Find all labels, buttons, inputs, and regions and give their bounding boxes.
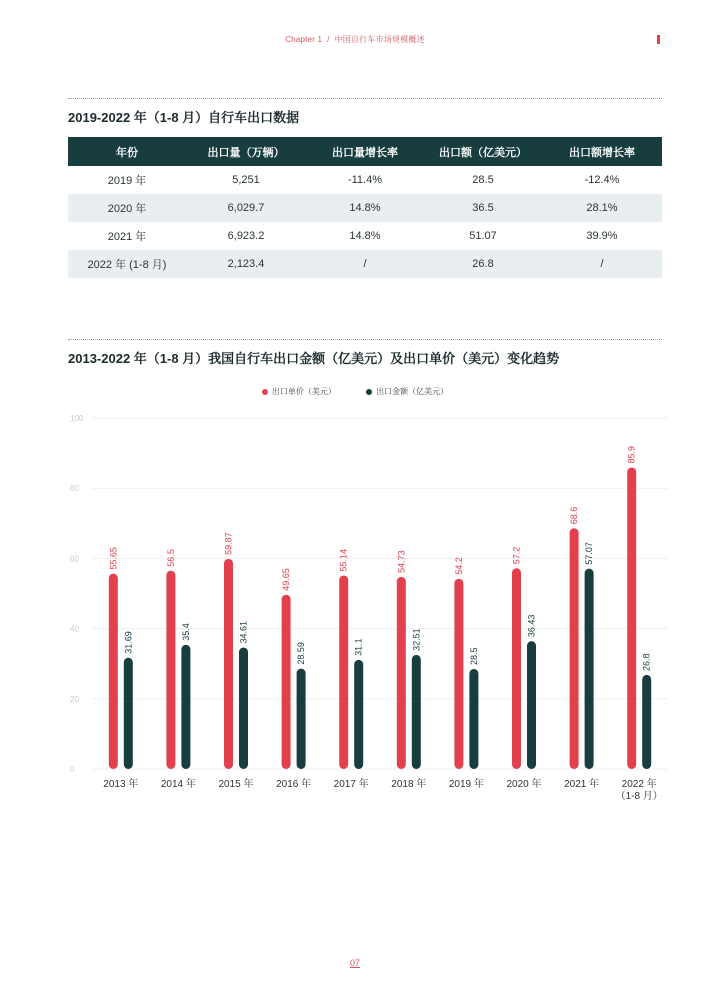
y-tick-label: 20 <box>70 694 79 704</box>
export-value-bar <box>527 641 536 769</box>
data-label: 85.9 <box>626 445 637 464</box>
data-label: 55.14 <box>338 548 349 572</box>
table-cell: -11.4% <box>347 174 383 186</box>
y-tick-label: 60 <box>70 554 79 564</box>
x-tick-label: 2018 年 <box>391 779 427 790</box>
table-cell: 2020 年 <box>68 194 186 222</box>
data-label: 31.1 <box>353 638 364 656</box>
table-cell: 28.1% <box>542 194 662 222</box>
data-label: 49.65 <box>281 568 292 591</box>
bar-chart <box>0 400 710 810</box>
column-header: 出口额（亿美元） <box>424 137 542 166</box>
data-label: 57.2 <box>511 546 522 565</box>
y-tick-label: 0 <box>70 765 75 774</box>
table-header-row <box>68 137 662 166</box>
table-row <box>68 194 662 222</box>
column-header: 出口量增长率 <box>306 137 424 166</box>
breadcrumb-separator: / <box>327 35 330 44</box>
x-tick-label: 2017 年 <box>333 779 369 790</box>
data-label: 26.8 <box>641 653 652 671</box>
export-data-table <box>68 137 662 278</box>
section-label: 中国自行车市场规模概述 <box>334 35 425 44</box>
unit-price-bar <box>224 559 233 769</box>
export-value-bar <box>412 655 421 769</box>
x-tick-label: 2021 年 <box>564 779 600 790</box>
data-label: 57.07 <box>584 542 595 565</box>
legend-item <box>262 386 336 397</box>
table-cell: 51.07 <box>469 230 497 242</box>
table-cell: 2,123.4 <box>186 250 306 278</box>
column-header: 年份 <box>68 137 186 166</box>
data-label: 34.61 <box>238 620 249 644</box>
data-label: 54.73 <box>396 550 407 573</box>
table-cell: 26.8 <box>424 250 542 278</box>
legend-swatch <box>262 389 268 395</box>
chapter-label: Chapter 1 <box>285 35 323 44</box>
x-tick-label: 2014 年 <box>160 779 196 790</box>
divider <box>68 339 662 340</box>
data-label: 28.5 <box>468 647 479 665</box>
export-value-bar <box>181 645 190 769</box>
data-label: 32.51 <box>411 628 422 651</box>
y-tick-label: 40 <box>70 624 79 634</box>
unit-price-bar <box>339 575 348 769</box>
export-value-bar <box>124 658 133 769</box>
table-cell: 36.5 <box>424 194 542 222</box>
chart-legend <box>0 386 710 397</box>
table-cell: / <box>306 250 424 278</box>
y-tick-label: 100 <box>70 414 84 423</box>
data-label: 55.65 <box>108 547 119 570</box>
unit-price-bar <box>570 528 579 769</box>
data-label: 54.2 <box>453 557 464 575</box>
table-cell: / <box>542 250 662 278</box>
table-row <box>68 166 662 194</box>
x-tick-label: 2019 年 <box>448 779 484 790</box>
unit-price-bar <box>454 579 463 769</box>
legend-label: 出口单价（美元） <box>271 387 336 396</box>
unit-price-bar <box>282 595 291 769</box>
export-value-bar <box>354 660 363 769</box>
data-label: 31.69 <box>123 631 134 654</box>
page-number: 07 <box>349 958 360 968</box>
x-tick-label: 2020 年 <box>506 779 542 790</box>
legend-label: 出口金额（亿美元） <box>376 387 449 396</box>
divider <box>68 98 662 99</box>
unit-price-bar <box>166 571 175 769</box>
data-label: 36.43 <box>526 614 537 638</box>
table-cell: 6,029.7 <box>186 194 306 222</box>
unit-price-bar <box>627 467 636 769</box>
table-title: 2019-2022 年（1-8 月）自行车出口数据 <box>68 110 300 125</box>
table-row <box>68 222 662 250</box>
header-breadcrumb <box>0 34 710 45</box>
table-cell: 2019 年 <box>107 175 147 187</box>
export-value-bar <box>642 675 651 769</box>
data-label: 56.5 <box>165 549 176 567</box>
column-header: 出口额增长率 <box>542 137 662 166</box>
x-tick-label: （1-8 月） <box>615 791 663 802</box>
unit-price-bar <box>397 577 406 769</box>
page-marker <box>657 35 660 44</box>
export-value-bar <box>297 669 306 769</box>
table-cell: -12.4% <box>584 174 620 186</box>
chart-title: 2013-2022 年（1-8 月）我国自行车出口金额（亿美元）及出口单价（美元）变化趋势 <box>68 351 560 366</box>
table-cell: 2021 年 <box>107 231 147 243</box>
table-row <box>68 250 662 278</box>
x-tick-label: 2022 年 <box>621 779 657 790</box>
x-tick-label: 2013 年 <box>103 779 139 790</box>
unit-price-bar <box>109 574 118 769</box>
x-tick-label: 2015 年 <box>218 779 254 790</box>
unit-price-bar <box>512 568 521 769</box>
table-cell: 39.9% <box>586 230 618 242</box>
table-cell: 14.8% <box>349 230 381 242</box>
table-cell: 2022 年 (1-8 月) <box>68 250 186 278</box>
data-label: 59.87 <box>223 532 234 555</box>
legend-swatch <box>366 389 372 395</box>
table-cell: 28.5 <box>472 174 494 186</box>
data-label: 35.4 <box>180 623 191 641</box>
table-cell: 5,251 <box>232 174 260 186</box>
export-value-bar <box>469 669 478 769</box>
x-tick-label: 2016 年 <box>276 779 312 790</box>
y-tick-label: 80 <box>70 484 79 494</box>
export-value-bar <box>585 569 594 769</box>
table-cell: 6,923.2 <box>227 230 265 242</box>
column-header: 出口量（万辆） <box>186 137 306 166</box>
data-label: 28.59 <box>296 642 307 665</box>
export-value-bar <box>239 648 248 769</box>
data-label: 68.6 <box>569 506 580 525</box>
table-cell: 14.8% <box>306 194 424 222</box>
legend-item <box>366 386 448 397</box>
